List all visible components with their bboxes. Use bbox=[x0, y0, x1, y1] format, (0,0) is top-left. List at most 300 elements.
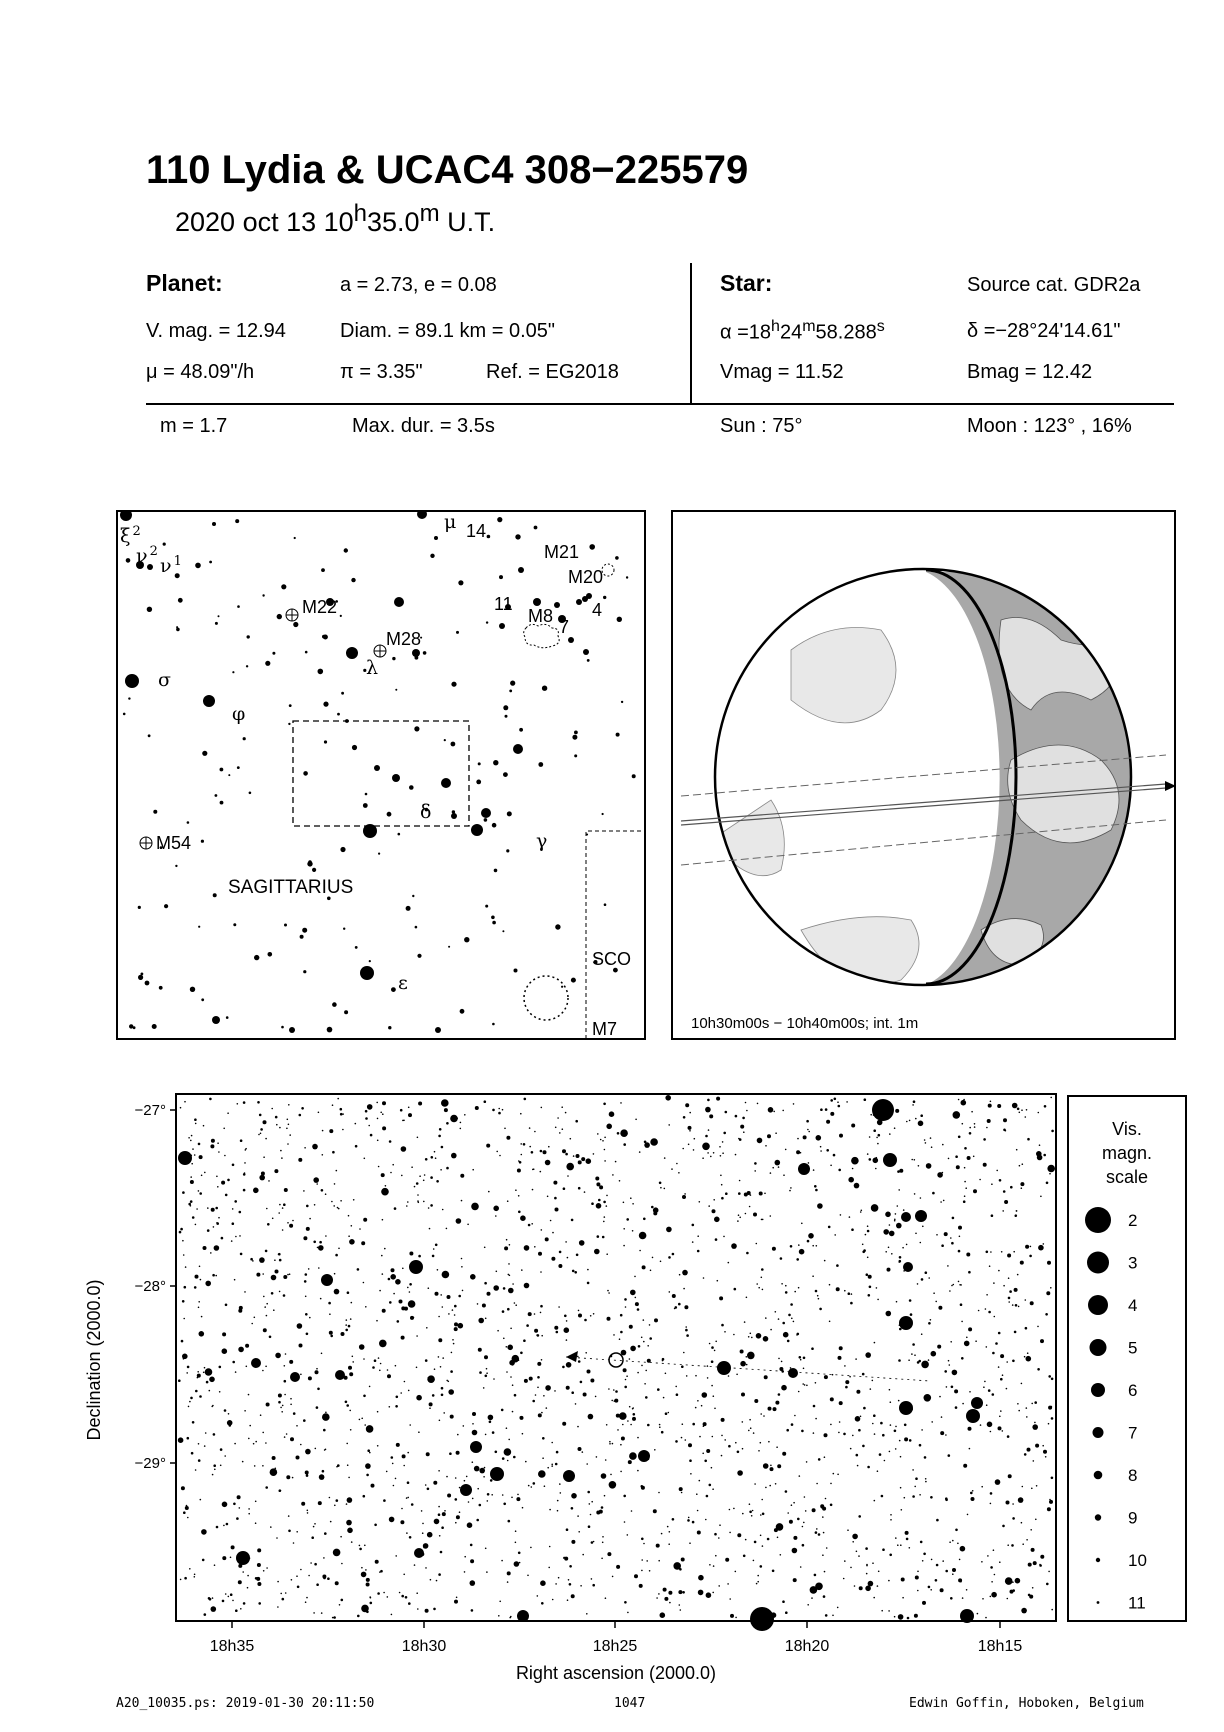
chart-star bbox=[1032, 1587, 1034, 1589]
chart-star bbox=[522, 1433, 524, 1435]
chart-star bbox=[990, 1431, 992, 1433]
finder-label: ν $^1$ bbox=[160, 554, 182, 577]
chart-star bbox=[1038, 1245, 1044, 1251]
chart-star bbox=[899, 1316, 913, 1330]
chart-star bbox=[913, 1100, 916, 1103]
chart-star bbox=[921, 1361, 929, 1369]
chart-star bbox=[675, 1386, 677, 1388]
chart-star bbox=[359, 1548, 362, 1551]
chart-star bbox=[993, 1549, 995, 1551]
chart-star bbox=[408, 1390, 410, 1392]
chart-star bbox=[504, 1448, 512, 1456]
chart-star bbox=[464, 1114, 466, 1116]
chart-star bbox=[664, 1597, 668, 1601]
y-axis-label: Declination (2000.0) bbox=[84, 1279, 104, 1441]
chart-star bbox=[557, 1117, 559, 1119]
chart-star bbox=[902, 1214, 904, 1216]
chart-star bbox=[867, 1257, 869, 1259]
chart-star bbox=[864, 1098, 867, 1101]
chart-star bbox=[1043, 1243, 1045, 1245]
chart-star bbox=[232, 1164, 235, 1167]
chart-star bbox=[699, 1436, 701, 1438]
chart-star bbox=[818, 1298, 820, 1300]
chart-star bbox=[306, 1597, 308, 1599]
chart-star bbox=[379, 1370, 381, 1372]
chart-star bbox=[337, 1098, 339, 1100]
chart-star bbox=[332, 1104, 334, 1106]
chart-star bbox=[462, 1290, 464, 1292]
finder-star bbox=[209, 561, 212, 564]
chart-star bbox=[584, 1191, 586, 1193]
chart-star bbox=[235, 1236, 237, 1238]
chart-star bbox=[249, 1425, 251, 1427]
chart-star bbox=[528, 1312, 532, 1316]
chart-star bbox=[815, 1290, 818, 1293]
chart-star bbox=[271, 1275, 277, 1281]
chart-star bbox=[315, 1370, 319, 1374]
ra-hours: α =18 bbox=[720, 321, 772, 344]
chart-star bbox=[387, 1369, 389, 1371]
chart-star bbox=[381, 1188, 389, 1196]
chart-star bbox=[458, 1295, 461, 1298]
chart-star bbox=[974, 1123, 976, 1125]
chart-star bbox=[678, 1303, 681, 1306]
chart-star bbox=[930, 1589, 932, 1591]
chart-star bbox=[245, 1344, 249, 1348]
finder-star bbox=[308, 860, 312, 864]
chart-star bbox=[889, 1231, 895, 1237]
chart-star bbox=[697, 1510, 699, 1512]
chart-star bbox=[221, 1237, 224, 1240]
chart-star bbox=[236, 1551, 250, 1565]
chart-star bbox=[961, 1321, 963, 1323]
chart-star bbox=[729, 1509, 731, 1511]
chart-star bbox=[990, 1566, 993, 1569]
finder-star bbox=[434, 536, 438, 540]
chart-star bbox=[310, 1562, 312, 1564]
chart-star bbox=[224, 1155, 226, 1157]
finder-label: ν $^2$ bbox=[136, 544, 158, 567]
chart-star bbox=[380, 1570, 383, 1573]
chart-star bbox=[1018, 1497, 1024, 1503]
chart-star bbox=[508, 1288, 514, 1294]
chart-star bbox=[204, 1172, 206, 1174]
chart-star bbox=[194, 1154, 196, 1156]
chart-star bbox=[519, 1161, 522, 1164]
chart-star bbox=[498, 1108, 500, 1110]
chart-star bbox=[216, 1176, 218, 1178]
chart-star bbox=[427, 1375, 435, 1383]
chart-star bbox=[725, 1111, 728, 1114]
chart-star bbox=[1025, 1116, 1027, 1118]
chart-star bbox=[995, 1479, 1001, 1485]
finder-star bbox=[129, 1024, 133, 1028]
chart-star bbox=[898, 1400, 900, 1402]
chart-star bbox=[1001, 1251, 1003, 1253]
chart-star bbox=[787, 1512, 789, 1514]
chart-star bbox=[201, 1316, 203, 1318]
chart-star bbox=[861, 1210, 863, 1212]
chart-star bbox=[498, 1615, 500, 1617]
chart-star bbox=[833, 1154, 836, 1157]
chart-star bbox=[280, 1490, 282, 1492]
chart-star bbox=[730, 1614, 734, 1618]
chart-star bbox=[426, 1452, 430, 1456]
chart-star bbox=[363, 1218, 367, 1222]
chart-star bbox=[627, 1534, 629, 1536]
chart-star bbox=[794, 1415, 796, 1417]
chart-star bbox=[582, 1451, 584, 1453]
chart-star bbox=[770, 1172, 772, 1174]
chart-star bbox=[961, 1357, 964, 1360]
hour-unit: h bbox=[353, 200, 368, 227]
chart-star bbox=[275, 1116, 278, 1119]
chart-star bbox=[429, 1402, 433, 1406]
chart-star bbox=[320, 1298, 322, 1300]
chart-star bbox=[218, 1217, 220, 1219]
chart-star bbox=[235, 1371, 237, 1373]
chart-star bbox=[248, 1394, 250, 1396]
chart-star bbox=[534, 1329, 538, 1333]
chart-star bbox=[393, 1293, 395, 1295]
chart-star bbox=[838, 1169, 841, 1172]
chart-star bbox=[230, 1557, 232, 1559]
chart-star bbox=[322, 1413, 330, 1421]
chart-star bbox=[304, 1280, 307, 1283]
chart-star bbox=[586, 1463, 588, 1465]
chart-star bbox=[289, 1360, 293, 1364]
chart-star bbox=[897, 1544, 899, 1546]
chart-star bbox=[721, 1197, 724, 1200]
chart-star bbox=[941, 1416, 943, 1418]
chart-star bbox=[225, 1593, 227, 1595]
chart-star bbox=[952, 1573, 954, 1575]
chart-star bbox=[754, 1162, 757, 1165]
chart-star bbox=[960, 1609, 974, 1623]
chart-star bbox=[425, 1158, 428, 1161]
chart-star bbox=[967, 1156, 971, 1160]
chart-star bbox=[227, 1179, 230, 1182]
chart-star bbox=[292, 1477, 294, 1479]
chart-star bbox=[798, 1391, 800, 1393]
chart-star bbox=[428, 1287, 430, 1289]
chart-star bbox=[606, 1205, 608, 1207]
chart-star bbox=[581, 1157, 585, 1161]
chart-star bbox=[501, 1409, 504, 1412]
finder-star bbox=[387, 812, 392, 817]
chart-star bbox=[198, 1307, 200, 1309]
chart-star bbox=[346, 1503, 348, 1505]
finder-star bbox=[344, 1010, 348, 1014]
chart-star bbox=[791, 1318, 793, 1320]
chart-star bbox=[361, 1572, 367, 1578]
chart-star bbox=[180, 1228, 183, 1231]
chart-star bbox=[346, 1319, 348, 1321]
chart-star bbox=[787, 1340, 790, 1343]
chart-star bbox=[981, 1486, 983, 1488]
chart-star bbox=[685, 1439, 687, 1441]
chart-star bbox=[456, 1218, 462, 1224]
chart-star bbox=[783, 1332, 789, 1338]
chart-star bbox=[290, 1398, 292, 1400]
chart-star bbox=[852, 1541, 854, 1543]
chart-star bbox=[972, 1490, 974, 1492]
finder-star bbox=[327, 1027, 333, 1033]
chart-star bbox=[596, 1456, 598, 1458]
chart-star bbox=[963, 1099, 965, 1101]
chart-star bbox=[575, 1120, 578, 1123]
chart-star bbox=[514, 1302, 516, 1304]
chart-star bbox=[791, 1373, 794, 1376]
chart-star bbox=[345, 1401, 348, 1404]
chart-star bbox=[1046, 1291, 1050, 1295]
chart-star bbox=[503, 1503, 506, 1506]
chart-star bbox=[756, 1583, 758, 1585]
chart-star bbox=[597, 1133, 599, 1135]
chart-star bbox=[485, 1548, 487, 1550]
planet-vmag: V. mag. = 12.94 bbox=[146, 320, 286, 342]
chart-star bbox=[351, 1225, 353, 1227]
chart-star bbox=[983, 1386, 985, 1388]
chart-star bbox=[547, 1467, 549, 1469]
chart-star bbox=[377, 1592, 380, 1595]
chart-star bbox=[336, 1170, 338, 1172]
chart-star bbox=[352, 1361, 354, 1363]
chart-star bbox=[816, 1483, 818, 1485]
chart-star bbox=[638, 1345, 641, 1348]
chart-star bbox=[515, 1530, 517, 1532]
finder-star bbox=[344, 548, 348, 552]
chart-star bbox=[604, 1495, 606, 1497]
globe-panel bbox=[671, 510, 1176, 1040]
chart-star bbox=[692, 1241, 694, 1243]
chart-star bbox=[609, 1441, 611, 1443]
chart-star bbox=[604, 1149, 606, 1151]
finder-star bbox=[321, 568, 325, 572]
chart-star bbox=[692, 1423, 695, 1426]
chart-star bbox=[630, 1346, 636, 1352]
finder-star bbox=[332, 1002, 337, 1007]
chart-star bbox=[510, 1328, 512, 1330]
scale-dot bbox=[1087, 1252, 1109, 1274]
finder-star bbox=[265, 661, 270, 666]
chart-star bbox=[734, 1288, 737, 1291]
chart-star bbox=[346, 1443, 348, 1445]
chart-star bbox=[488, 1191, 490, 1193]
chart-star bbox=[503, 1338, 505, 1340]
chart-star bbox=[384, 1248, 386, 1250]
chart-star bbox=[901, 1509, 903, 1511]
chart-star bbox=[793, 1103, 795, 1105]
chart-star bbox=[876, 1137, 878, 1139]
chart-star bbox=[416, 1592, 418, 1594]
chart-star bbox=[905, 1531, 909, 1535]
chart-star bbox=[191, 1163, 193, 1165]
chart-star bbox=[900, 1544, 902, 1546]
chart-star bbox=[761, 1499, 763, 1501]
chart-star bbox=[639, 1584, 643, 1588]
chart-star bbox=[1037, 1326, 1039, 1328]
chart-star bbox=[906, 1538, 909, 1541]
chart-star bbox=[486, 1571, 488, 1573]
chart-star bbox=[347, 1291, 350, 1294]
chart-star bbox=[271, 1108, 273, 1110]
chart-star bbox=[575, 1403, 577, 1405]
chart-star bbox=[720, 1155, 722, 1157]
chart-star bbox=[1008, 1277, 1010, 1279]
chart-star bbox=[330, 1521, 332, 1523]
finder-star bbox=[147, 564, 153, 570]
chart-star bbox=[865, 1234, 867, 1236]
chart-star bbox=[507, 1308, 510, 1311]
chart-star bbox=[773, 1407, 777, 1411]
chart-star bbox=[529, 1377, 533, 1381]
chart-star bbox=[899, 1328, 902, 1331]
chart-star bbox=[287, 1143, 289, 1145]
chart-star bbox=[1026, 1416, 1028, 1418]
chart-star bbox=[633, 1413, 636, 1416]
finder-star bbox=[337, 713, 340, 716]
chart-star bbox=[566, 1320, 568, 1322]
scale-dot bbox=[1097, 1601, 1100, 1604]
chart-star bbox=[578, 1187, 581, 1190]
chart-star bbox=[986, 1346, 988, 1348]
chart-star bbox=[703, 1277, 705, 1279]
chart-star bbox=[300, 1444, 302, 1446]
chart-star bbox=[459, 1487, 461, 1489]
chart-star bbox=[869, 1158, 872, 1161]
chart-star bbox=[364, 1545, 366, 1547]
chart-star bbox=[836, 1287, 840, 1291]
chart-star bbox=[293, 1542, 295, 1544]
chart-star bbox=[857, 1465, 859, 1467]
chart-star bbox=[705, 1107, 711, 1113]
chart-star bbox=[340, 1200, 342, 1202]
chart-star bbox=[707, 1152, 709, 1154]
chart-star bbox=[986, 1404, 988, 1406]
chart-star bbox=[425, 1609, 429, 1613]
chart-star bbox=[604, 1216, 606, 1218]
chart-star bbox=[960, 1303, 963, 1306]
chart-star bbox=[202, 1559, 205, 1562]
chart-star bbox=[364, 1158, 366, 1160]
finder-star bbox=[178, 598, 183, 603]
chart-star bbox=[335, 1370, 345, 1380]
chart-star bbox=[881, 1495, 884, 1498]
chart-star bbox=[999, 1179, 1002, 1182]
chart-star bbox=[952, 1540, 954, 1542]
chart-star bbox=[304, 1147, 306, 1149]
chart-star bbox=[242, 1571, 244, 1573]
chart-star bbox=[1025, 1245, 1029, 1249]
chart-star bbox=[1040, 1555, 1044, 1559]
chart-star bbox=[629, 1406, 631, 1408]
chart-star bbox=[850, 1302, 853, 1305]
chart-star bbox=[619, 1180, 621, 1182]
chart-star bbox=[928, 1359, 930, 1361]
finder-star bbox=[417, 954, 421, 958]
chart-star bbox=[278, 1394, 282, 1398]
chart-star bbox=[420, 1552, 424, 1556]
chart-star bbox=[305, 1449, 311, 1455]
chart-star bbox=[512, 1364, 514, 1366]
chart-star bbox=[994, 1316, 996, 1318]
chart-star bbox=[437, 1269, 439, 1271]
chart-star bbox=[744, 1193, 748, 1197]
chart-star bbox=[497, 1330, 499, 1332]
chart-star bbox=[308, 1575, 310, 1577]
chart-star bbox=[941, 1244, 944, 1247]
chart-star bbox=[805, 1510, 807, 1512]
chart-star bbox=[484, 1355, 488, 1359]
chart-star bbox=[601, 1558, 603, 1560]
finder-label: δ bbox=[420, 801, 432, 823]
chart-star bbox=[289, 1134, 291, 1136]
chart-star bbox=[990, 1101, 992, 1103]
chart-star bbox=[195, 1390, 198, 1393]
chart-star bbox=[507, 1460, 509, 1462]
chart-star bbox=[263, 1328, 267, 1332]
chart-star bbox=[395, 1478, 397, 1480]
chart-star bbox=[968, 1427, 972, 1431]
chart-star bbox=[409, 1252, 413, 1256]
chart-star bbox=[357, 1615, 360, 1618]
chart-star bbox=[265, 1442, 267, 1444]
chart-star bbox=[243, 1189, 246, 1192]
chart-star bbox=[815, 1531, 818, 1534]
chart-star bbox=[471, 1609, 474, 1612]
chart-star bbox=[325, 1235, 327, 1237]
chart-star bbox=[899, 1324, 901, 1326]
chart-star bbox=[725, 1192, 728, 1195]
chart-star bbox=[824, 1433, 828, 1437]
chart-star bbox=[349, 1239, 355, 1245]
chart-star bbox=[661, 1533, 663, 1535]
chart-star bbox=[204, 1445, 206, 1447]
chart-star bbox=[366, 1611, 369, 1614]
chart-star bbox=[820, 1146, 822, 1148]
chart-star bbox=[423, 1180, 425, 1182]
chart-star bbox=[283, 1203, 286, 1206]
chart-star bbox=[820, 1150, 822, 1152]
chart-star bbox=[818, 1533, 821, 1536]
chart-star bbox=[883, 1229, 889, 1235]
chart-star bbox=[507, 1345, 513, 1351]
chart-star bbox=[715, 1238, 718, 1241]
chart-star bbox=[1035, 1519, 1037, 1521]
chart-star bbox=[807, 1240, 810, 1243]
chart-star bbox=[688, 1443, 692, 1447]
chart-star bbox=[811, 1597, 813, 1599]
chart-star bbox=[318, 1501, 322, 1505]
chart-star bbox=[897, 1205, 899, 1207]
chart-star bbox=[785, 1611, 788, 1614]
chart-star bbox=[595, 1396, 597, 1398]
chart-star bbox=[541, 1412, 543, 1414]
chart-star bbox=[261, 1172, 265, 1176]
chart-star bbox=[910, 1313, 913, 1316]
chart-star bbox=[804, 1496, 806, 1498]
chart-star bbox=[222, 1332, 226, 1336]
chart-star bbox=[243, 1602, 246, 1605]
chart-star bbox=[430, 1176, 433, 1179]
chart-star bbox=[417, 1137, 419, 1139]
chart-star bbox=[383, 1592, 385, 1594]
chart-star bbox=[470, 1441, 482, 1453]
chart-star bbox=[958, 1250, 961, 1253]
chart-star bbox=[502, 1494, 504, 1496]
chart-star bbox=[300, 1569, 302, 1571]
